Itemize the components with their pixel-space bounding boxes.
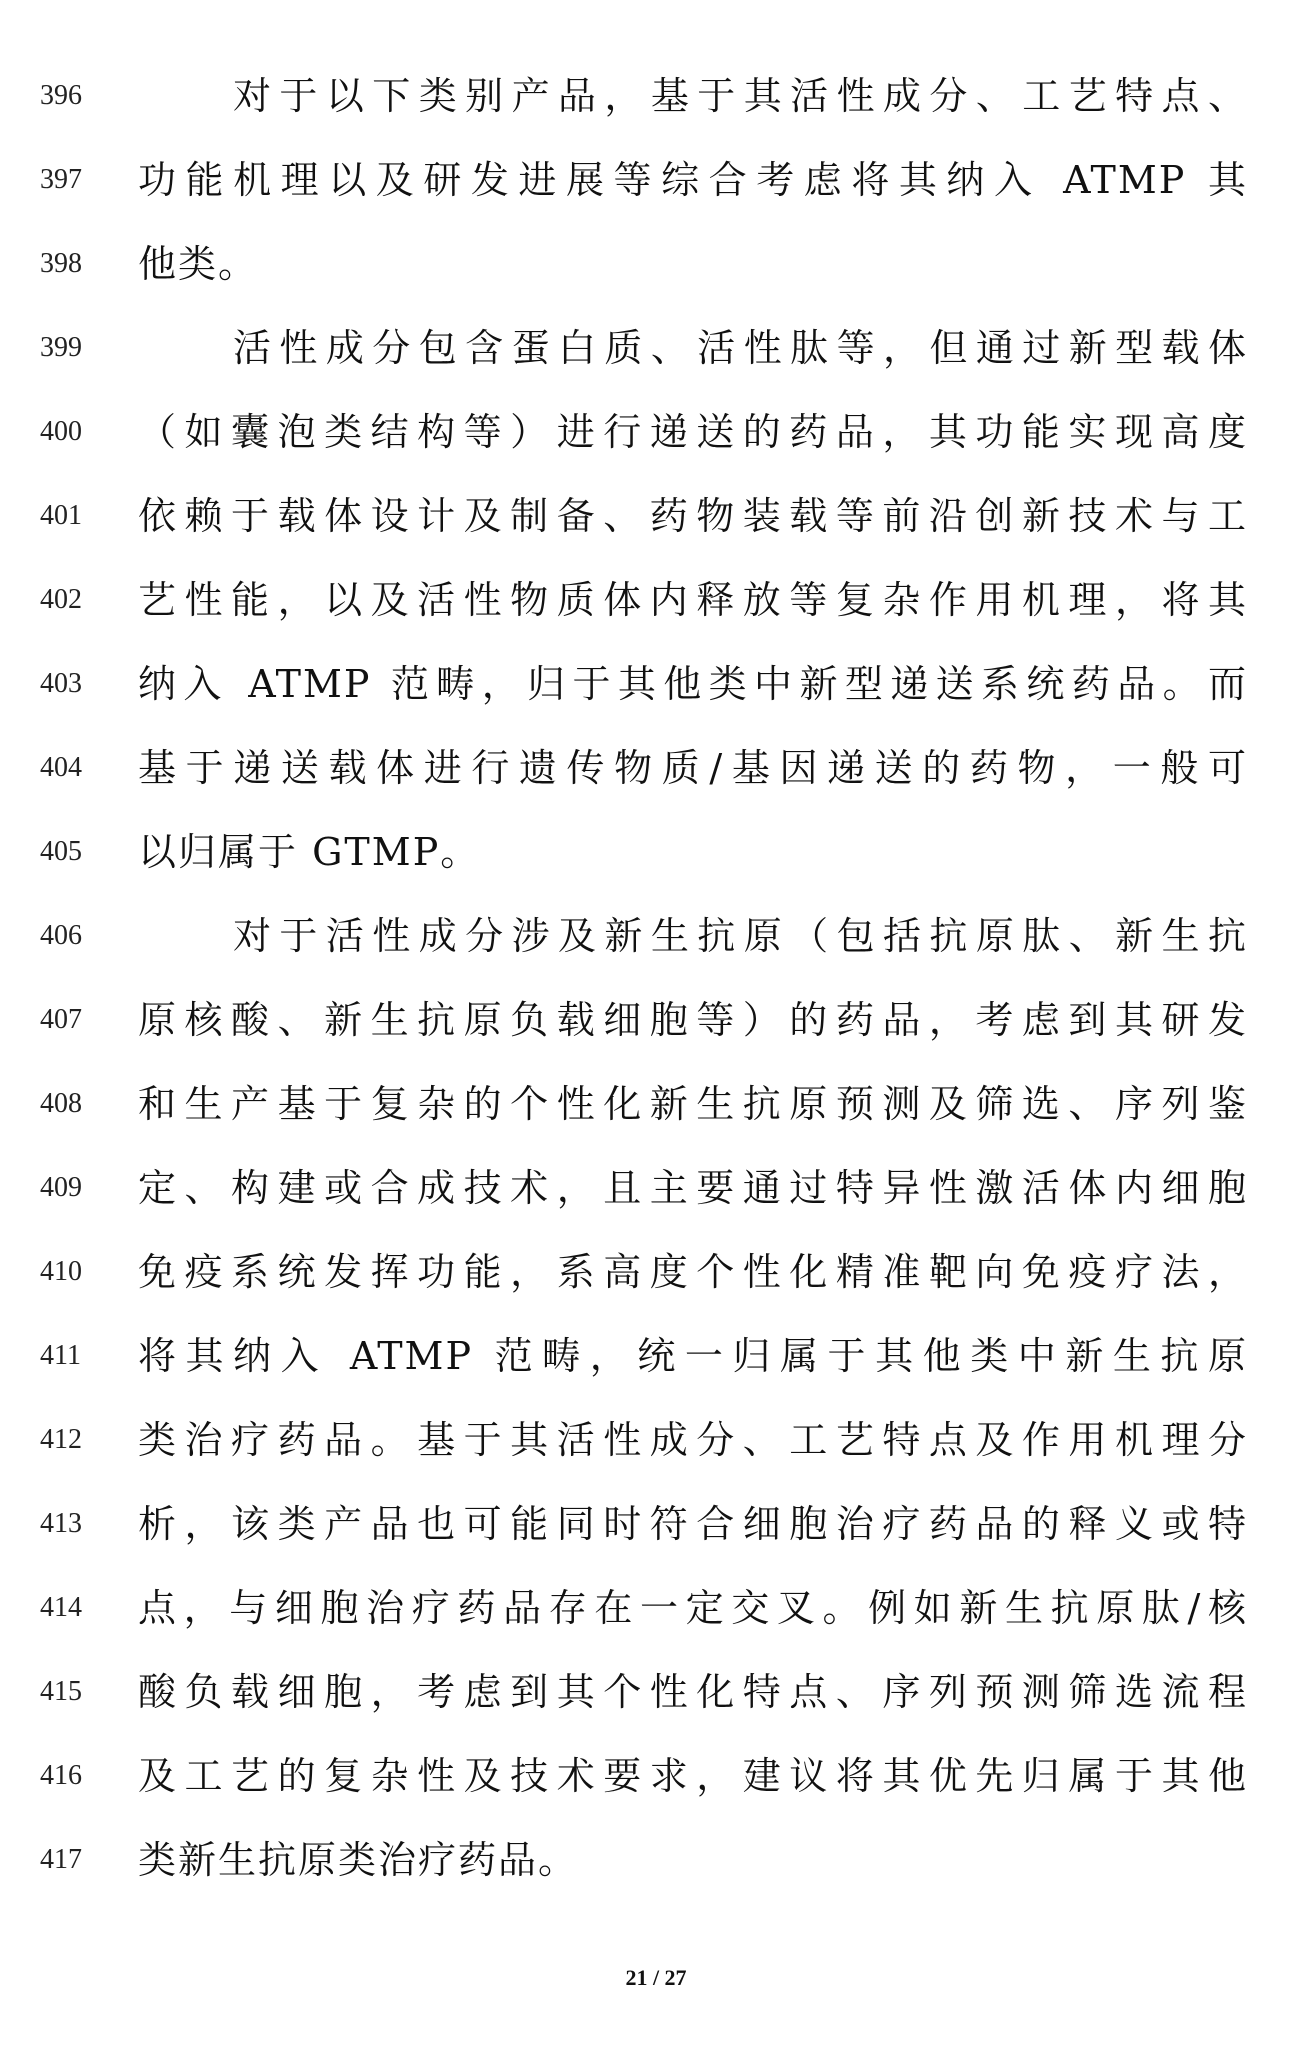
- line-text: 活性成分包含蛋白质、活性肽等，但通过新型载体: [233, 326, 1248, 370]
- line-number: 416: [40, 1760, 82, 1791]
- line-number: 417: [40, 1844, 82, 1875]
- line-number: 406: [40, 920, 82, 951]
- line-number: 414: [40, 1592, 82, 1623]
- line-text: 对于活性成分涉及新生抗原（包括抗原肽、新生抗: [233, 914, 1248, 958]
- line-number: 403: [40, 668, 82, 699]
- line-text: 免疫系统发挥功能，系高度个性化精准靶向免疫疗法，: [138, 1250, 1248, 1294]
- line-number: 399: [40, 332, 82, 363]
- text-line-401: [0, 474, 1312, 558]
- line-number: 398: [40, 248, 82, 279]
- line-text: 类治疗药品。基于其活性成分、工艺特点及作用机理分: [138, 1418, 1248, 1462]
- line-text: 原核酸、新生抗原负载细胞等）的药品，考虑到其研发: [138, 998, 1248, 1042]
- text-line-396: [0, 54, 1312, 138]
- line-text: 点，与细胞治疗药品存在一定交叉。例如新生抗原肽/核: [138, 1586, 1248, 1630]
- line-number: 411: [40, 1340, 81, 1371]
- line-number: 405: [40, 836, 82, 867]
- line-text: 功能机理以及研发进展等综合考虑将其纳入 ATMP 其: [138, 158, 1248, 202]
- text-line-414: [0, 1566, 1312, 1650]
- text-line-408: [0, 1062, 1312, 1146]
- text-line-409: [0, 1146, 1312, 1230]
- text-line-417: [0, 1818, 1312, 1902]
- line-number: 404: [40, 752, 82, 783]
- text-line-400: [0, 390, 1312, 474]
- text-line-402: [0, 558, 1312, 642]
- text-line-398: [0, 222, 1312, 306]
- line-text: 将其纳入 ATMP 范畴，统一归属于其他类中新生抗原: [138, 1334, 1248, 1378]
- text-line-403: [0, 642, 1312, 726]
- text-line-410: [0, 1230, 1312, 1314]
- line-number: 410: [40, 1256, 82, 1287]
- line-text: 酸负载细胞，考虑到其个性化特点、序列预测筛选流程: [138, 1670, 1248, 1714]
- line-number: 397: [40, 164, 82, 195]
- line-number: 413: [40, 1508, 82, 1539]
- line-number: 407: [40, 1004, 82, 1035]
- line-number: 412: [40, 1424, 82, 1455]
- line-number: 409: [40, 1172, 82, 1203]
- text-line-416: [0, 1734, 1312, 1818]
- text-line-415: [0, 1650, 1312, 1734]
- line-text: 析，该类产品也可能同时符合细胞治疗药品的释义或特: [138, 1502, 1248, 1546]
- line-number: 402: [40, 584, 82, 615]
- line-text: 对于以下类别产品，基于其活性成分、工艺特点、: [233, 74, 1248, 118]
- line-number: 408: [40, 1088, 82, 1119]
- line-text: 纳入 ATMP 范畴，归于其他类中新型递送系统药品。而: [138, 662, 1248, 706]
- line-number: 415: [40, 1676, 82, 1707]
- text-line-405: [0, 810, 1312, 894]
- line-text: 以归属于 GTMP。: [138, 830, 481, 874]
- line-number: 396: [40, 80, 82, 111]
- page-number: 21 / 27: [625, 1965, 687, 1990]
- line-text: 和生产基于复杂的个性化新生抗原预测及筛选、序列鉴: [138, 1082, 1248, 1126]
- text-line-399: [0, 306, 1312, 390]
- line-text: 艺性能，以及活性物质体内释放等复杂作用机理，将其: [138, 578, 1248, 622]
- line-text: 定、构建或合成技术，且主要通过特异性激活体内细胞: [138, 1166, 1248, 1210]
- text-line-407: [0, 978, 1312, 1062]
- text-line-406: [0, 894, 1312, 978]
- line-number: 401: [40, 500, 82, 531]
- text-line-397: [0, 138, 1312, 222]
- line-text: 他类。: [138, 242, 259, 286]
- line-text: 及工艺的复杂性及技术要求，建议将其优先归属于其他: [138, 1754, 1248, 1798]
- line-text: 基于递送载体进行遗传物质/基因递送的药物，一般可: [138, 746, 1248, 790]
- text-line-411: [0, 1314, 1312, 1398]
- line-text: 类新生抗原类治疗药品。: [138, 1838, 579, 1882]
- line-number: 400: [40, 416, 82, 447]
- text-line-404: [0, 726, 1312, 810]
- line-text: （如囊泡类结构等）进行递送的药品，其功能实现高度: [138, 410, 1248, 454]
- text-line-413: [0, 1482, 1312, 1566]
- line-text: 依赖于载体设计及制备、药物装载等前沿创新技术与工: [138, 494, 1248, 538]
- text-line-412: [0, 1398, 1312, 1482]
